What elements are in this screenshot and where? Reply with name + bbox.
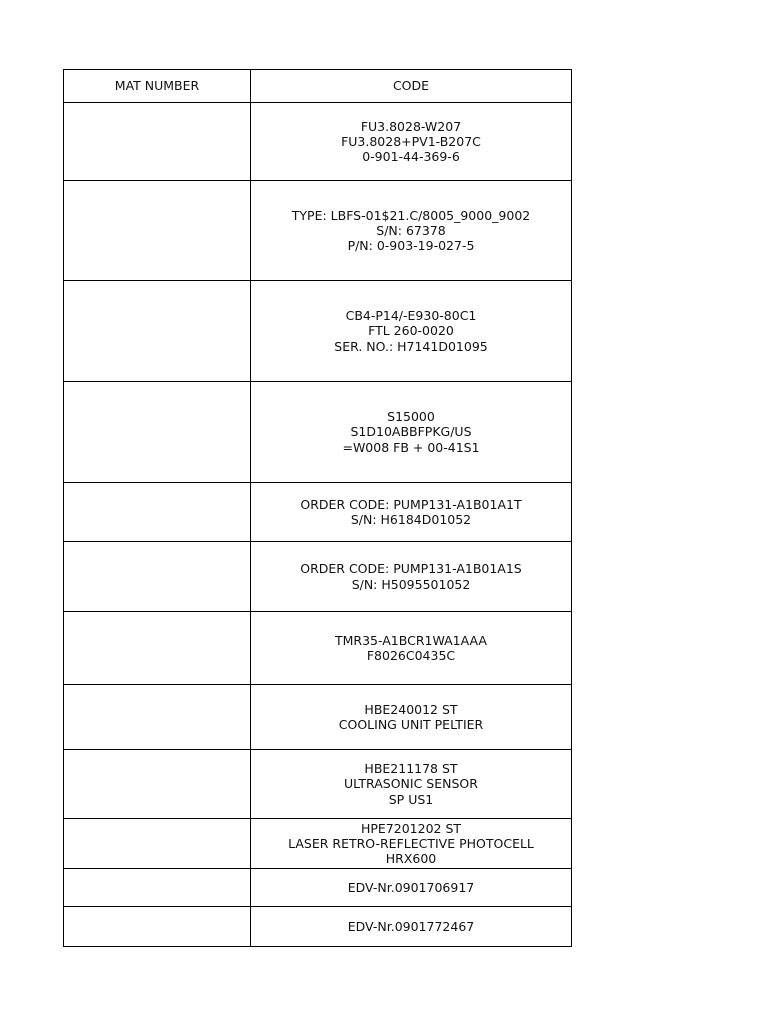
code-cell — [251, 542, 572, 612]
code-line: ORDER CODE: PUMP131-A1B01A1S — [300, 561, 522, 577]
table-row — [64, 542, 572, 612]
table-row — [64, 181, 572, 281]
mat-number-cell — [64, 103, 251, 181]
code-line: ULTRASONIC SENSOR — [344, 776, 478, 792]
code-line: EDV-Nr.0901772467 — [347, 918, 475, 934]
table-row — [64, 685, 572, 750]
code-line: S1D10ABBFPKG/US — [350, 424, 472, 440]
code-line: S/N: 67378 — [376, 222, 446, 238]
code-cell — [251, 483, 572, 542]
table-row — [64, 281, 572, 382]
code-cell — [251, 685, 572, 750]
code-line: FU3.8028+PV1-B207C — [341, 133, 481, 149]
code-cell — [251, 869, 572, 907]
mat-number-cell — [64, 907, 251, 947]
table-row — [64, 869, 572, 907]
mat-number-cell — [64, 181, 251, 281]
code-line: LASER RETRO-REFLECTIVE PHOTOCELL — [288, 835, 534, 851]
mat-number-cell — [64, 750, 251, 819]
code-cell — [251, 181, 572, 281]
code-line: TYPE: LBFS-01$21.C/8005_9000_9002 — [291, 207, 531, 223]
mat-code-table — [63, 69, 572, 947]
table-row — [64, 819, 572, 869]
code-line: S15000 — [387, 409, 435, 425]
table-row — [64, 382, 572, 483]
table-row — [64, 750, 572, 819]
code-line: COOLING UNIT PELTIER — [338, 717, 484, 732]
code-line: S/N: H5095501052 — [351, 576, 471, 592]
code-cell — [251, 750, 572, 819]
code-line: HPE7201202 ST — [360, 820, 462, 836]
code-cell — [251, 612, 572, 685]
mat-number-cell — [64, 281, 251, 382]
code-line: HRX600 — [385, 851, 437, 867]
code-line: HBE240012 ST — [364, 701, 458, 717]
table-row — [64, 103, 572, 181]
table-header-row — [64, 70, 572, 103]
table-row — [64, 907, 572, 947]
mat-number-cell — [64, 483, 251, 542]
mat-number-cell — [64, 612, 251, 685]
code-line: P/N: 0-903-19-027-5 — [347, 238, 475, 254]
code-sheet — [63, 69, 571, 947]
code-cell — [251, 907, 572, 947]
table-row — [64, 612, 572, 685]
code-line: HBE211178 ST — [364, 761, 458, 777]
code-line: SER. NO.: H7141D01095 — [334, 338, 488, 354]
code-cell — [251, 819, 572, 869]
code-cell — [251, 382, 572, 483]
code-line: S/N: H6184D01052 — [350, 512, 472, 527]
code-line: F8026C0435C — [366, 648, 456, 663]
code-line: EDV-Nr.0901706917 — [347, 879, 475, 895]
code-line: ORDER CODE: PUMP131-A1B01A1T — [300, 496, 522, 512]
code-cell — [251, 103, 572, 181]
code-line: SP US1 — [388, 791, 434, 807]
mat-number-cell — [64, 382, 251, 483]
mat-number-cell — [64, 685, 251, 750]
code-line: FTL 260-0020 — [368, 323, 454, 339]
mat-number-cell — [64, 819, 251, 869]
code-line: CB4-P14/-E930-80C1 — [345, 308, 477, 324]
code-cell — [251, 281, 572, 382]
mat-number-header: MAT NUMBER — [64, 70, 251, 103]
mat-number-cell — [64, 869, 251, 907]
code-line: TMR35-A1BCR1WA1AAA — [334, 632, 487, 648]
code-line: FU3.8028-W207 — [360, 118, 462, 134]
code-header: CODE — [251, 70, 572, 103]
code-line: 0-901-44-369-6 — [362, 149, 460, 165]
table-row — [64, 483, 572, 542]
mat-number-cell — [64, 542, 251, 612]
code-line: =W008 FB + 00-41S1 — [342, 439, 480, 455]
